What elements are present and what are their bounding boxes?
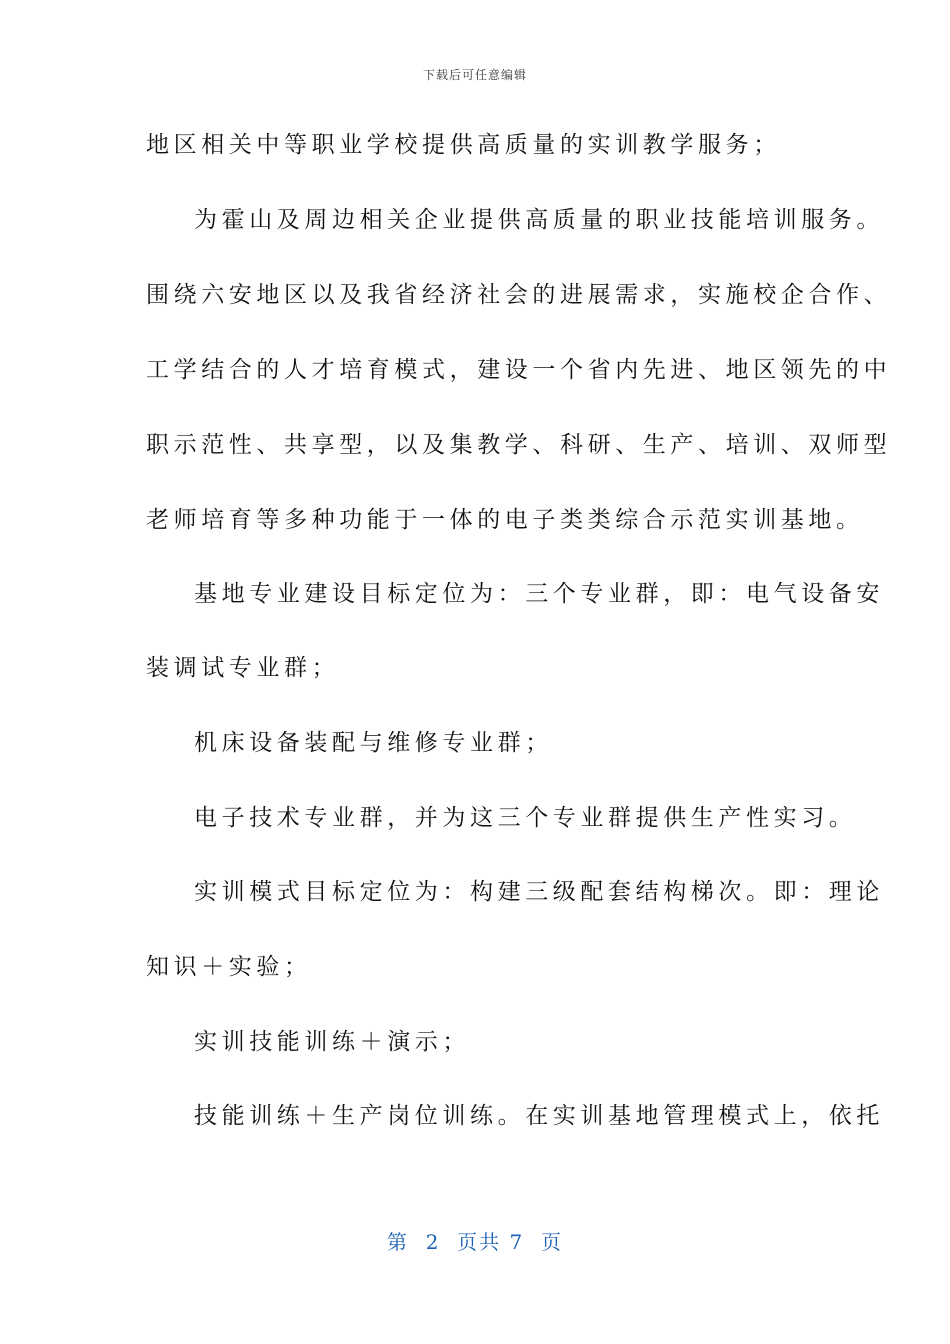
body-line-3: 围绕六安地区以及我省经济社会的进展需求，实施校企合作、 xyxy=(146,282,892,308)
body-line-1: 地区相关中等职业学校提供高质量的实训教学服务； xyxy=(146,132,781,158)
body-line-12: 知识＋实验； xyxy=(146,954,312,980)
body-line-14: 技能训练＋生产岗位训练。在实训基地管理模式上，依托 xyxy=(194,1103,884,1129)
body-line-10: 电子技术专业群，并为这三个专业群提供生产性实习。 xyxy=(194,805,857,831)
body-line-2: 为霍山及周边相关企业提供高质量的职业技能培训服务。 xyxy=(194,207,884,233)
body-line-13: 实训技能训练＋演示； xyxy=(194,1029,470,1055)
body-line-5: 职示范性、共享型，以及集教学、科研、生产、培训、双师型 xyxy=(146,432,892,458)
body-line-8: 装调试专业群； xyxy=(146,655,340,681)
page-number-footer: 第 2 页共 7 页 xyxy=(387,1230,563,1254)
body-line-4: 工学结合的人才培育模式，建设一个省内先进、地区领先的中 xyxy=(146,357,892,383)
body-line-9: 机床设备装配与维修专业群； xyxy=(194,730,553,756)
page-header: 下载后可任意编辑 xyxy=(422,68,527,82)
body-line-11: 实训模式目标定位为：构建三级配套结构梯次。即：理论 xyxy=(194,879,884,905)
body-line-6: 老师培育等多种功能于一体的电子类类综合示范实训基地。 xyxy=(146,507,864,533)
body-line-7: 基地专业建设目标定位为：三个专业群，即：电气设备安 xyxy=(194,581,884,607)
